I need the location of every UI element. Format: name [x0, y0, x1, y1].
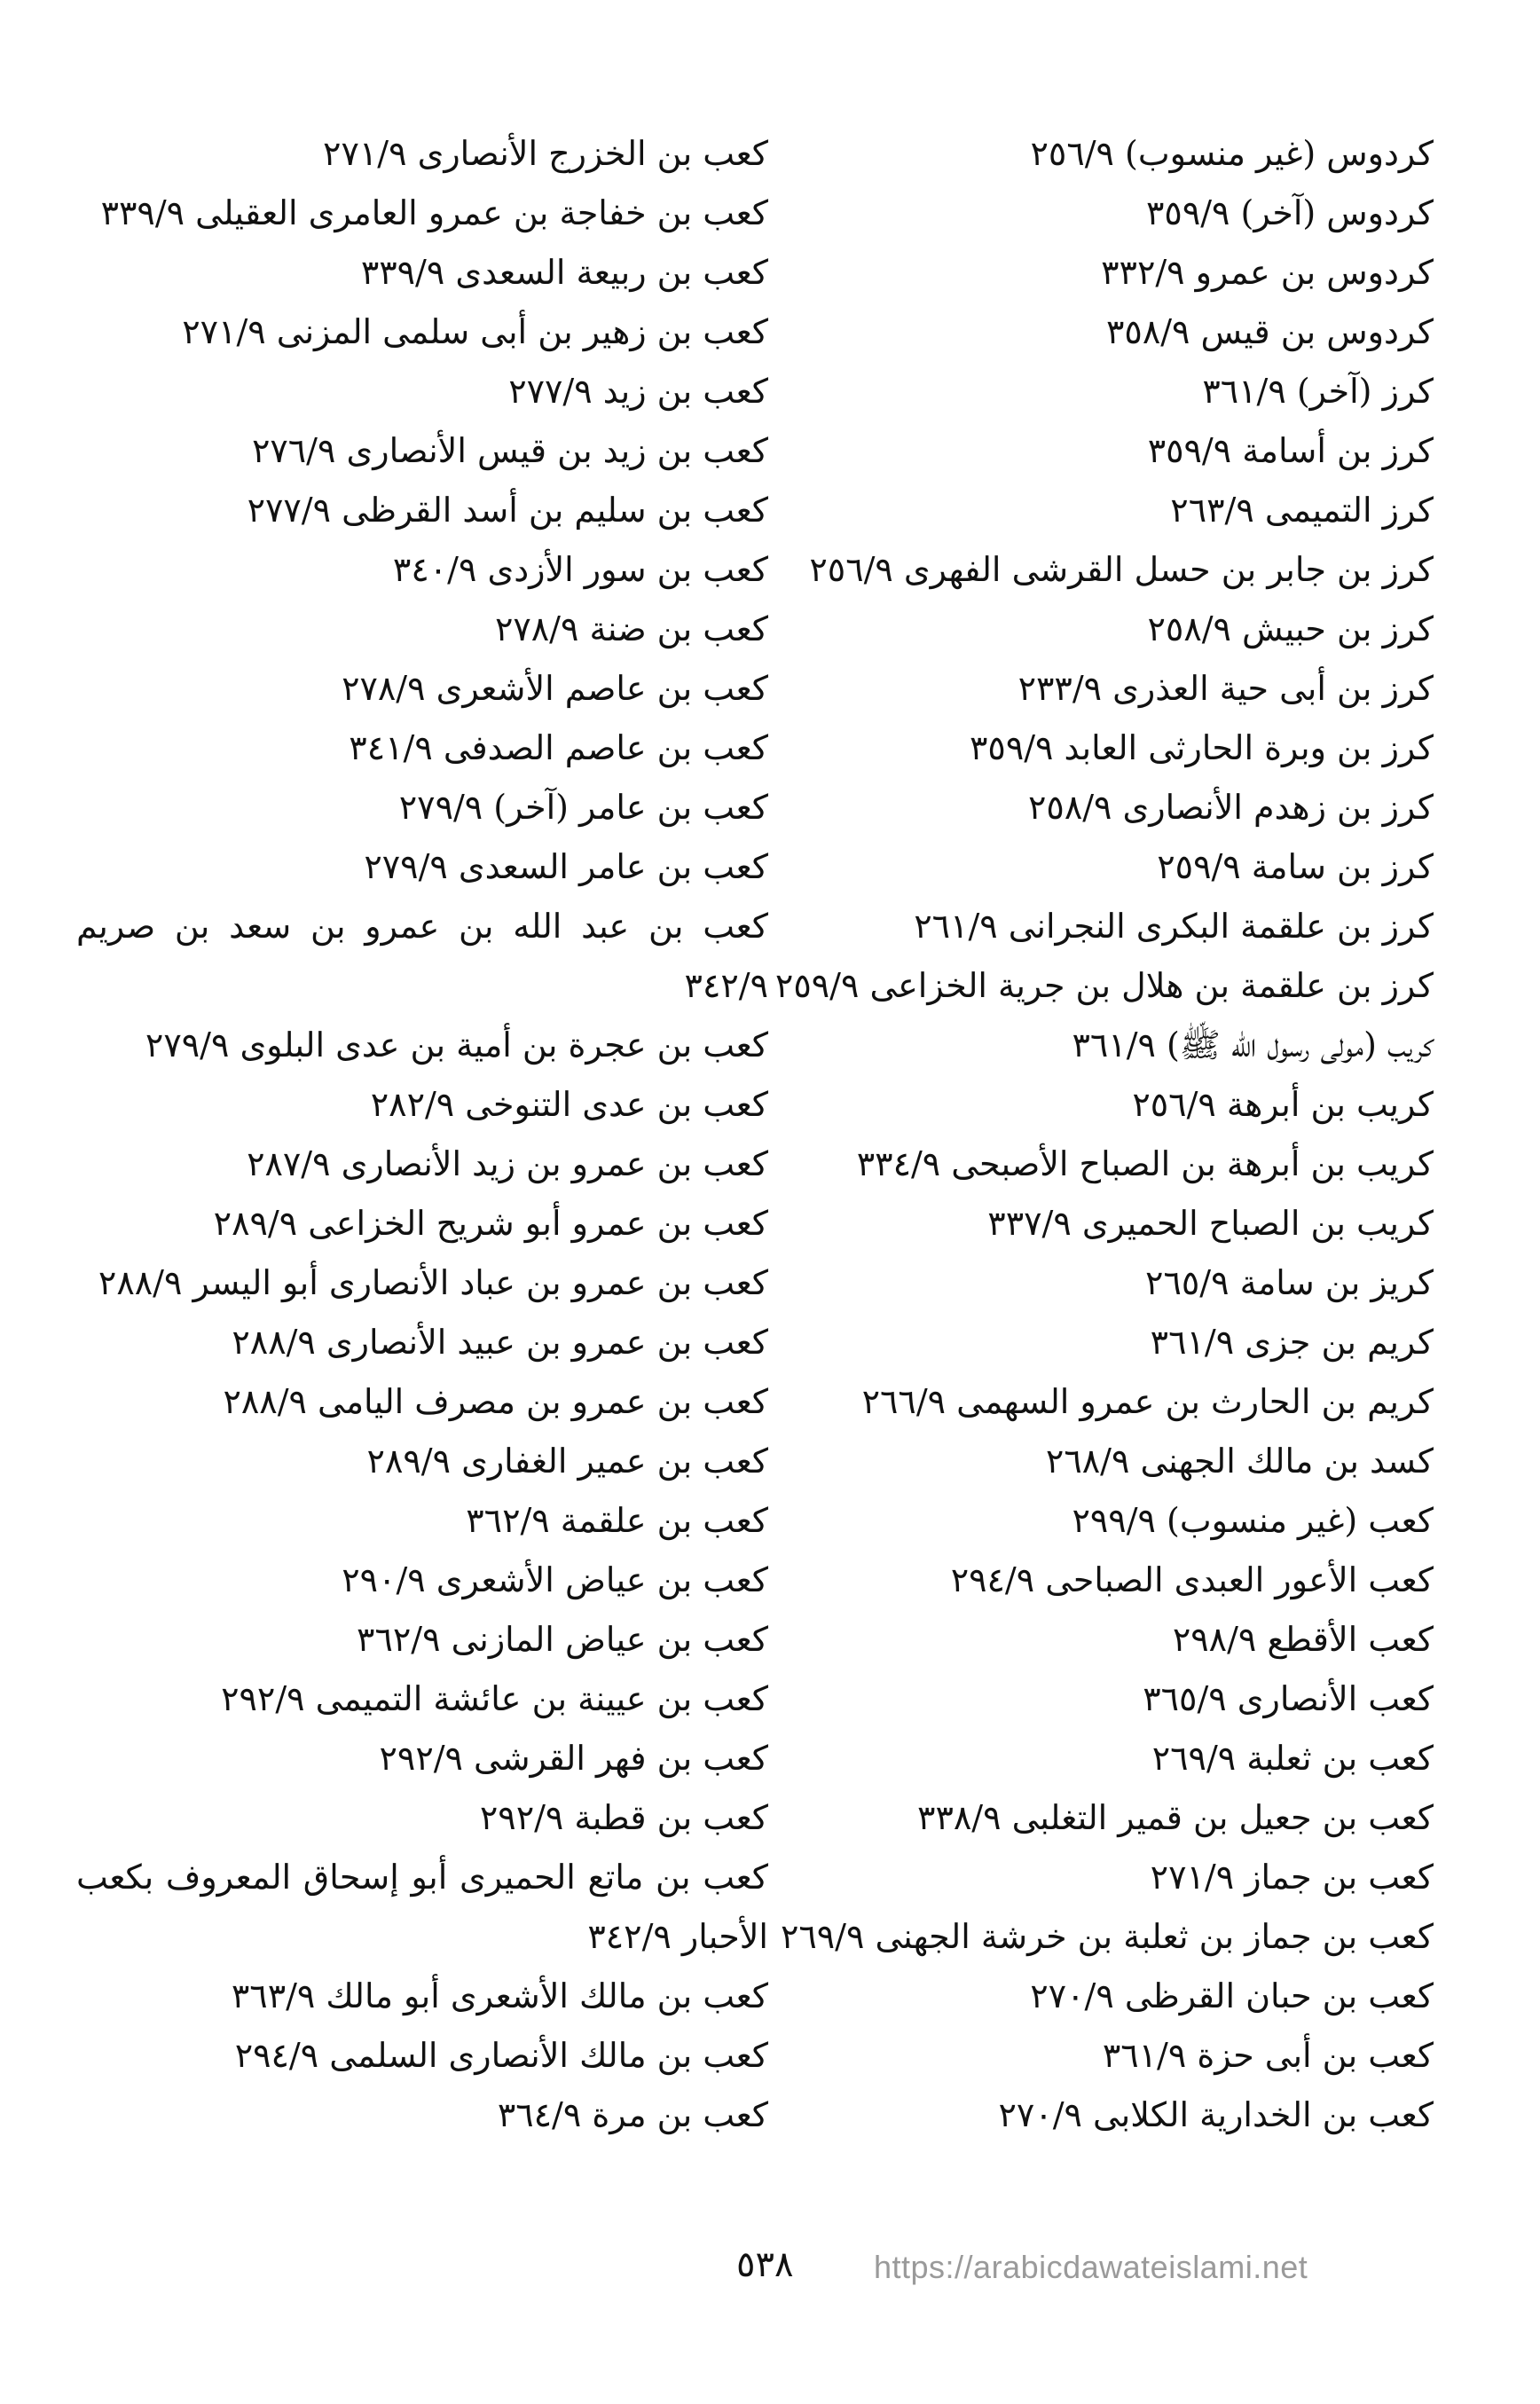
index-entry: كعب بن ضنة ٢٧٨/٩ — [494, 609, 768, 648]
index-entry: كعب بن قطبة ٢٩٢/٩ — [479, 1798, 768, 1837]
page-number: ٥٣٨ — [736, 2244, 794, 2285]
index-entry: كعب (غير منسوب) ٢٩٩/٩ — [1072, 1501, 1434, 1540]
index-entry: كعب بن مالك الأنصارى السلمى ٢٩٤/٩ — [234, 2036, 768, 2075]
index-entry: كعب بن عامر (آخر) ٢٧٩/٩ — [398, 788, 768, 827]
index-entry: كعب بن عاصم الصدفى ٣٤١/٩ — [349, 728, 768, 767]
index-entry: كعب بن عمير الغفارى ٢٨٩/٩ — [366, 1442, 768, 1481]
index-entry: كعب بن أبى حزة ٣٦١/٩ — [1102, 2036, 1434, 2075]
index-entry: كعب بن ربيعة السعدى ٣٣٩/٩ — [360, 253, 768, 292]
index-entry: كعب بن ثعلبة ٢٦٩/٩ — [1151, 1739, 1434, 1778]
index-entry: كعب بن حبان القرظى ٢٧٠/٩ — [1030, 1976, 1434, 2015]
index-entry: كرز بن سامة ٢٥٩/٩ — [1157, 847, 1434, 886]
index-entry: كعب بن سليم بن أسد القرظى ٢٧٧/٩ — [247, 491, 768, 530]
index-entry: كريم بن جزى ٣٦١/٩ — [1150, 1323, 1434, 1362]
index-entry: كردوس (آخر) ٣٥٩/٩ — [1146, 193, 1434, 232]
index-entry: كريب بن أبرهة بن الصباح الأصبحى ٣٣٤/٩ — [856, 1144, 1434, 1183]
index-entry: كسد بن مالك الجهنى ٢٦٨/٩ — [1045, 1442, 1434, 1481]
index-entry: كريم بن الحارث بن عمرو السهمى ٢٦٦/٩ — [861, 1382, 1434, 1421]
index-entry: كرز بن أسامة ٣٥٩/٩ — [1147, 431, 1434, 470]
index-entry: كعب بن عاصم الأشعرى ٢٧٨/٩ — [342, 669, 768, 708]
index-entry: كرز بن زهدم الأنصارى ٢٥٨/٩ — [1028, 788, 1434, 827]
index-entry: كعب الأعور العبدى الصباحى ٢٩٤/٩ — [950, 1560, 1434, 1599]
index-entry: كعب الأنصارى ٣٦٥/٩ — [1143, 1679, 1434, 1718]
index-entry: كردوس (غير منسوب) ٢٥٦/٩ — [1030, 134, 1434, 173]
index-entry: كعب بن عبد الله بن عمرو بن سعد بن صريم ٣٤٢/٩ — [76, 907, 768, 1005]
index-entry: كعب بن عدى التنوخى ٢٨٢/٩ — [370, 1085, 768, 1124]
index-entry: كعب بن عمرو أبو شريح الخزاعى ٢٨٩/٩ — [213, 1204, 768, 1243]
index-entry: كرز التميمى ٢٦٣/٩ — [1170, 491, 1434, 530]
index-entry: كعب بن عمرو بن عبيد الأنصارى ٢٨٨/٩ — [232, 1323, 768, 1362]
index-entry: كعب بن فهر القرشى ٢٩٢/٩ — [379, 1739, 768, 1778]
watermark-url: https://arabicdawateislami.net — [874, 2249, 1308, 2285]
index-entry: كريب (مولى رسول الله ﷺ) ٣٦١/٩ — [1072, 1025, 1434, 1065]
index-entry: كرز بن وبرة الحارثى العابد ٣٥٩/٩ — [970, 728, 1434, 767]
index-entry: كرز بن أبى حية العذرى ٢٣٣/٩ — [1018, 669, 1434, 708]
index-entry: كعب بن عمرو بن مصرف اليامى ٢٨٨/٩ — [223, 1382, 768, 1421]
index-entry: كعب بن عامر السعدى ٢٧٩/٩ — [364, 847, 768, 886]
index-entry: كعب بن الخدارية الكلابى ٢٧٠/٩ — [998, 2095, 1434, 2134]
index-entry: كرز بن علقمة البكرى النجرانى ٢٦١/٩ — [914, 907, 1434, 946]
index-entry: كعب بن ماتع الحميرى أبو إسحاق المعروف بكعب الأحبار ٣٤٢/٩ — [76, 1858, 768, 1956]
index-entry: كعب بن سور الأزدى ٣٤٠/٩ — [392, 550, 768, 589]
index-entry: كعب بن عمرو بن عباد الأنصارى أبو اليسر ٢٨٨/٩ — [98, 1263, 768, 1302]
left-column — [76, 124, 768, 2145]
index-entry: كعب بن عمرو بن زيد الأنصارى ٢٨٧/٩ — [247, 1144, 768, 1183]
index-entry: كعب بن جماز بن ثعلبة بن خرشة الجهنى ٢٦٩/٩ — [780, 1917, 1434, 1956]
index-entry: كرز (آخر) ٣٦١/٩ — [1202, 372, 1434, 411]
right-column — [759, 124, 1434, 2145]
index-entry: كعب بن عياض الأشعرى ٢٩٠/٩ — [342, 1560, 768, 1599]
index-entry: كعب الأقطع ٢٩٨/٩ — [1172, 1620, 1434, 1659]
index-entry: كعب بن علقمة ٣٦٢/٩ — [466, 1501, 768, 1540]
index-entry: كعب بن جعيل بن قمير التغلبى ٣٣٨/٩ — [917, 1798, 1434, 1837]
index-entry: كردوس بن قيس ٣٥٨/٩ — [1106, 312, 1434, 351]
index-entry: كعب بن خفاجة بن عمرو العامرى العقيلى ٣٣٩/٩ — [100, 193, 768, 232]
index-entry: كعب بن زهير بن أبى سلمى المزنى ٢٧١/٩ — [182, 312, 768, 351]
index-entry: كرز بن علقمة بن هلال بن جرية الخزاعى ٢٥٩/٩ — [774, 966, 1434, 1005]
index-entry: كعب بن زيد بن قيس الأنصارى ٢٧٦/٩ — [251, 431, 768, 470]
index-entry: كريب بن أبرهة ٢٥٦/٩ — [1132, 1085, 1434, 1124]
index-entry: كعب بن عجرة بن أمية بن عدى البلوى ٢٧٩/٩ — [145, 1025, 768, 1065]
index-entry: كريز بن سامة ٢٦٥/٩ — [1145, 1263, 1434, 1302]
index-entry: كعب بن جماز ٢٧١/٩ — [1150, 1858, 1434, 1897]
index-entry: كعب بن الخزرج الأنصارى ٢٧١/٩ — [323, 134, 768, 173]
index-entry: كرز بن حبيش ٢٥٨/٩ — [1147, 609, 1434, 648]
index-entry: كعب بن مالك الأشعرى أبو مالك ٣٦٣/٩ — [231, 1976, 768, 2015]
index-entry: كريب بن الصباح الحميرى ٣٣٧/٩ — [987, 1204, 1434, 1243]
index-entry: كردوس بن عمرو ٣٣٢/٩ — [1101, 253, 1434, 292]
index-entry: كعب بن مرة ٣٦٤/٩ — [497, 2095, 768, 2134]
index-entry: كعب بن عياض المازنى ٣٦٢/٩ — [357, 1620, 768, 1659]
index-entry: كرز بن جابر بن حسل القرشى الفهرى ٢٥٦/٩ — [809, 550, 1434, 589]
index-entry: كعب بن عيينة بن عائشة التميمى ٢٩٢/٩ — [221, 1679, 768, 1718]
index-entry: كعب بن زيد ٢٧٧/٩ — [508, 372, 768, 411]
